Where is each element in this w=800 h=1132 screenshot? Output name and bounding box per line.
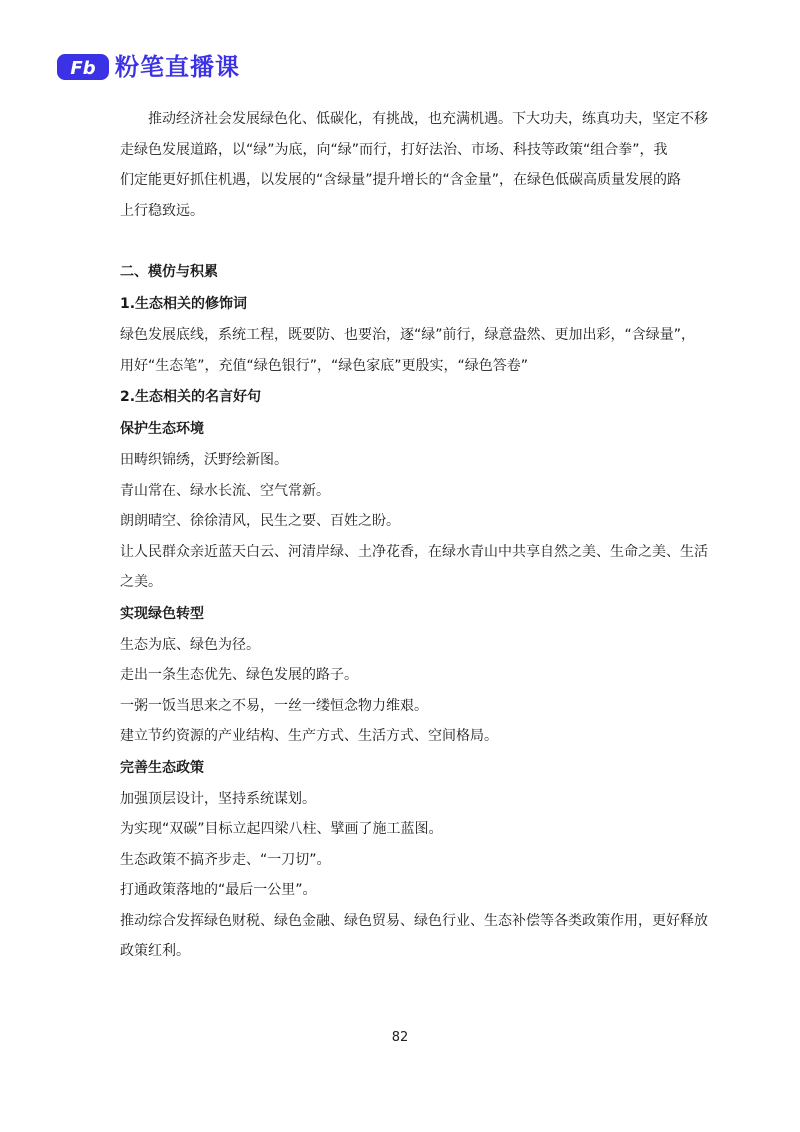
brand-name: 粉笔直播课 (115, 53, 240, 81)
quote-line: 建立节约资源的产业结构、生产方式、生活方式、空间格局。 (120, 728, 498, 744)
paragraph-line: 们定能更好抓住机遇，以发展的“含绿量”提升增长的“含金量”，在绿色低碳高质量发展的路 (120, 172, 682, 188)
quote-line: 政策红利。 (120, 943, 190, 959)
quote-line: 打通政策落地的“最后一公里”。 (120, 882, 317, 898)
quote-line: 加强顶层设计，坚持系统谋划。 (120, 790, 316, 807)
paragraph-line: 推动经济社会发展绿色化、低碳化，有挑战，也充满机遇。下大功夫，练真功夫，坚定不移 (148, 111, 708, 127)
quote-line: 生态政策不搞齐步走、“一刀切”。 (120, 851, 331, 868)
quote-line: 生态为底、绿色为径。 (120, 636, 260, 653)
quote-line: 推动综合发挥绿色财税、绿色金融、绿色贸易、绿色行业、生态补偿等各类政策作用，更好释放 (120, 912, 708, 929)
quote-line: 一粥一饭当思来之不易，一丝一缕恒念物力维艰。 (120, 697, 428, 714)
quote-line: 之美。 (120, 574, 162, 590)
section-heading: 二、模仿与积累 (120, 264, 218, 280)
category-heading: 完善生态政策 (120, 759, 204, 776)
page-number: 82 (391, 1030, 409, 1045)
quote-line: 走出一条生态优先、绿色发展的路子。 (120, 667, 358, 683)
paragraph-line: 用好“生态笔”，充值“绿色银行”，“绿色家底”更殷实，“绿色答卷” (120, 357, 529, 374)
brand-logo-icon (57, 51, 109, 83)
paragraph-line: 上行稳致远。 (120, 202, 204, 219)
paragraph-line: 走绿色发展道路，以“绿”为底，向“绿”而行，打好法治、市场、科技等政策“组合拳”，我 (120, 141, 668, 158)
category-heading: 保护生态环境 (120, 421, 204, 437)
paragraph-line: 绿色发展底线，系统工程，既要防、也要治，逐“绿”前行，绿意盎然、更加出彩，“含绿量”， (120, 327, 696, 343)
document-body (120, 104, 708, 967)
header (57, 50, 240, 84)
quote-line: 青山常在、绿水长流、空气常新。 (120, 482, 330, 499)
quote-line: 田畴织锦绣，沃野绘新图。 (120, 452, 288, 468)
category-heading: 实现绿色转型 (120, 605, 204, 622)
quote-line: 为实现“双碳”目标立起四梁八柱、擘画了施工蓝图。 (120, 821, 443, 837)
svg-text:Fb: Fb (70, 58, 96, 79)
subsection-heading: 1.生态相关的修饰词 (120, 296, 248, 312)
quote-line: 朗朗晴空、徐徐清风，民生之要、百姓之盼。 (120, 513, 400, 529)
subsection-heading: 2.生态相关的名言好句 (120, 389, 262, 405)
quote-line: 让人民群众亲近蓝天白云、河清岸绿、土净花香，在绿水青山中共享自然之美、生命之美、生活 (120, 543, 708, 560)
